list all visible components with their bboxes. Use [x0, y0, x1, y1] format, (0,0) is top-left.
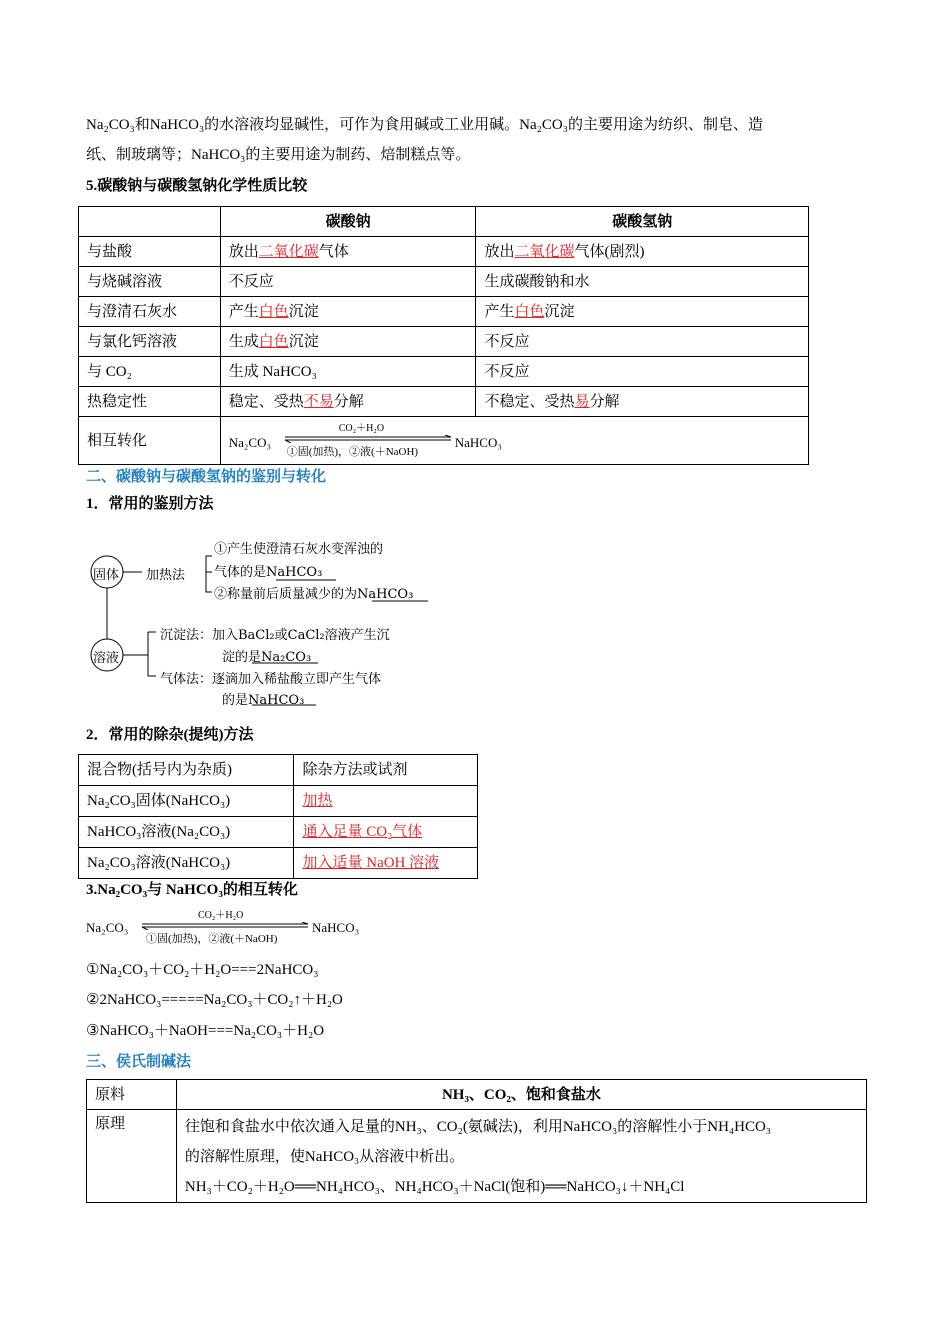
table-row: [79, 417, 809, 465]
section5-title: 5.碳酸钠与碳酸氢钠化学性质比较: [86, 178, 308, 194]
nahco3-cell: 不反应: [476, 357, 809, 387]
table-header-row: [79, 207, 809, 237]
method-cell: 通入足量 CO₂气体: [294, 817, 478, 848]
intro-line-1: Na₂CO₃和NaHCO₃的水溶液均显碱性，可作为食用碱或工业用碱。Na₂CO₃的主要用途为纺织、制皂、造: [86, 117, 763, 133]
na2co3-cell: 生成 NaHCO₃: [220, 357, 476, 387]
table-row: [79, 267, 809, 297]
section3-title: 三、侯氏制碱法: [86, 1052, 192, 1070]
conversion-left: Na₂CO₃: [86, 920, 129, 935]
conversion-right: NaHCO₃: [454, 434, 502, 450]
nahco3-cell: 产生白色沉淀: [476, 297, 809, 327]
table-row: [79, 297, 809, 327]
na2co3-cell: 不反应: [220, 267, 476, 297]
row-label: 与氯化钙溶液: [79, 327, 221, 357]
table-row: [79, 357, 809, 387]
method-cell: 加热: [294, 786, 478, 817]
na2co3-cell: 产生白色沉淀: [220, 297, 476, 327]
nahco3-cell: 不反应: [476, 327, 809, 357]
heat-item-1a: ①产生使澄清石灰水变浑浊的: [214, 542, 384, 557]
heat-item-2: ②称量前后质量减少的为NaHCO₃: [214, 587, 414, 602]
ppt-label-2: 淀的是Na₂CO₃: [222, 650, 312, 665]
conversion-left: Na₂CO₃: [228, 434, 272, 450]
heat-item-1b: 气体的是NaHCO₃: [214, 565, 323, 580]
mix-cell: Na₂CO₃溶液(NaHCO₃): [79, 848, 294, 879]
conversion-top: CO₂＋H₂O: [338, 422, 385, 434]
solution-label: 溶液: [93, 651, 120, 666]
mix-cell: Na₂CO₃固体(NaHCO₃): [79, 786, 294, 817]
row-label: 原理: [87, 1110, 177, 1203]
identification-diagram: [86, 532, 446, 712]
na2co3-cell: 放出二氧化碳气体: [220, 237, 476, 267]
header-cell: 碳酸氢钠: [476, 207, 809, 237]
method-cell: 加入适量 NaOH 溶液: [294, 848, 478, 879]
header-cell: 除杂方法或试剂: [294, 755, 478, 786]
intro-line-2: 纸、制玻璃等；NaHCO₃的主要用途为制药、焙制糕点等。: [86, 147, 471, 163]
table-row: [79, 786, 478, 817]
principle-line-3: NH₃＋CO₂＋H₂O══NH₄HCO₃、NH₄HCO₃＋NaCl(饱和)══NaHCO₃↓＋NH₄Cl: [184, 1179, 685, 1195]
section2-sub2: 2．常用的除杂(提纯)方法: [86, 727, 254, 743]
conversion-right: NaHCO₃: [312, 920, 360, 935]
equation-2: ②2NaHCO₃=====Na₂CO₃＋CO₂↑＋H₂O: [86, 992, 343, 1008]
table-row: [87, 1110, 867, 1203]
principle-line-2: 的溶解性原理，使NaHCO₃从溶液中析出。: [184, 1149, 465, 1165]
ppt-label: 沉淀法：加入BaCl₂或CaCl₂溶液产生沉: [160, 628, 390, 643]
table-row: [79, 817, 478, 848]
gas-label-2: 的是NaHCO₃: [222, 693, 305, 708]
row-label: 与盐酸: [79, 237, 221, 267]
table-header-row: [79, 755, 478, 786]
nahco3-cell: 放出二氧化碳气体(剧烈): [476, 237, 809, 267]
header-cell: 碳酸钠: [220, 207, 476, 237]
conversion-top: CO₂＋H₂O: [198, 910, 244, 921]
purification-table: [78, 754, 478, 879]
conversion-cell: [220, 417, 808, 465]
conversion-equation: [229, 421, 519, 461]
section2-sub3: 3.Na₂CO₃与 NaHCO₃的相互转化: [86, 882, 298, 898]
conversion-bottom: ①固(加热)，②液(＋NaOH): [286, 445, 419, 458]
na2co3-cell: 稳定、受热不易分解: [220, 387, 476, 417]
comparison-table: [78, 206, 809, 465]
na2co3-cell: 生成白色沉淀: [220, 327, 476, 357]
row-label: 与澄清石灰水: [79, 297, 221, 327]
double-arrow-icon: [140, 922, 310, 930]
raw-materials-cell: NH₃、CO₂、饱和食盐水: [176, 1080, 866, 1110]
equation-1: ①Na₂CO₃＋CO₂＋H₂O===2NaHCO₃: [86, 962, 319, 978]
conversion-equation-2: [86, 906, 386, 948]
equation-3: ③NaHCO₃＋NaOH===Na₂CO₃＋H₂O: [86, 1023, 325, 1039]
principle-line-1: 往饱和食盐水中依次通入足量的NH₃、CO₂(氨碱法)，利用NaHCO₃的溶解性小于NH₄HCO₃: [184, 1119, 772, 1135]
row-label: 与烧碱溶液: [79, 267, 221, 297]
hou-process-table: [86, 1079, 867, 1203]
row-label: 与 CO₂: [79, 357, 221, 387]
solid-label: 固体: [93, 568, 120, 583]
table-row: [79, 848, 478, 879]
table-row: [79, 327, 809, 357]
heat-label: 加热法: [146, 568, 186, 583]
table-row: [79, 387, 809, 417]
conversion-bottom: ①固(加热)，②液(＋NaOH): [146, 933, 278, 945]
nahco3-cell: 不稳定、受热易分解: [476, 387, 809, 417]
nahco3-cell: 生成碳酸钠和水: [476, 267, 809, 297]
table-row: [79, 237, 809, 267]
header-cell: 混合物(括号内为杂质): [79, 755, 294, 786]
row-label: 相互转化: [79, 417, 221, 465]
section2-title: 二、碳酸钠与碳酸氢钠的鉴别与转化: [86, 467, 327, 485]
table-row: [87, 1080, 867, 1110]
row-label: 原料: [87, 1080, 177, 1110]
principle-cell: [176, 1110, 866, 1203]
section2-sub1: 1．常用的鉴别方法: [86, 496, 214, 512]
gas-label: 气体法：逐滴加入稀盐酸立即产生气体: [160, 672, 382, 687]
mix-cell: NaHCO₃溶液(Na₂CO₃): [79, 817, 294, 848]
row-label: 热稳定性: [79, 387, 221, 417]
header-cell: [79, 207, 221, 237]
